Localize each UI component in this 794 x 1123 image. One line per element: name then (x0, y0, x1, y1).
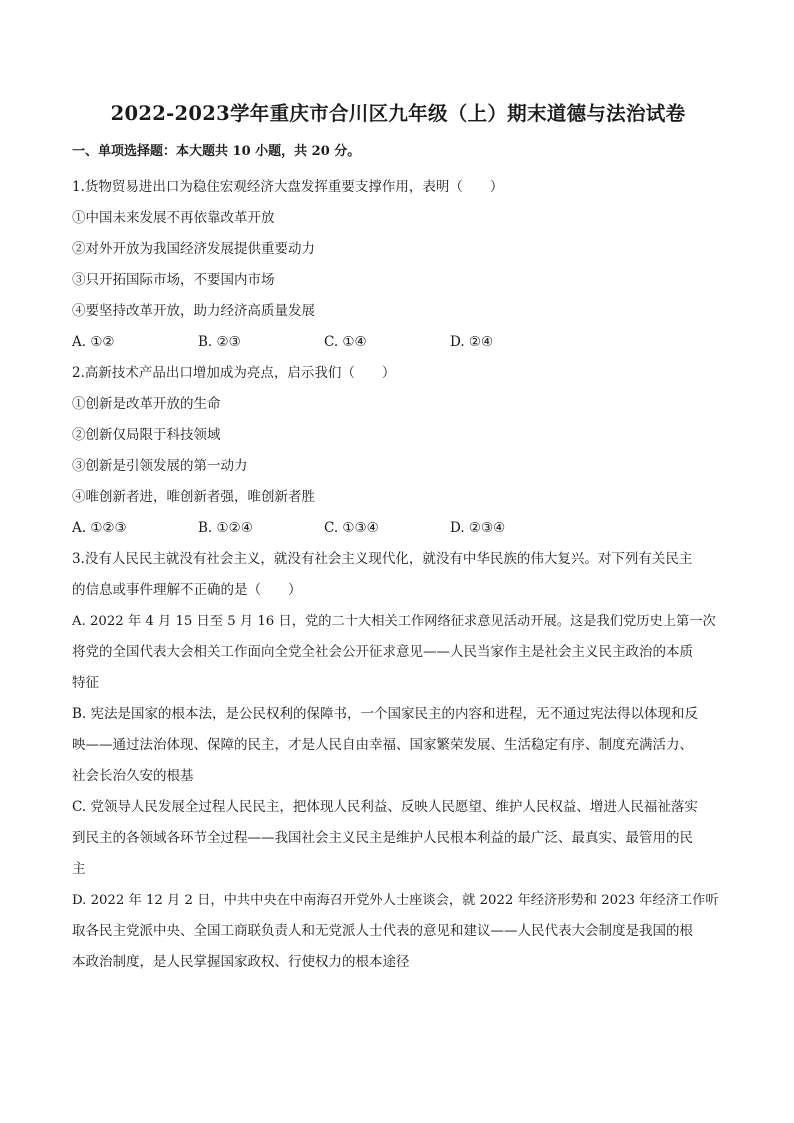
question-stem-line: 3.没有人民民主就没有社会主义，就没有社会主义现代化，就没有中华民族的伟大复兴。对下列有关民主 (72, 551, 693, 567)
question-2 (72, 358, 724, 544)
option-d: D. ②③④ (450, 520, 506, 536)
question-stem: 2.高新技术产品出口增加成为亮点，启示我们（ ） (72, 365, 396, 381)
statement: ④要坚持改革开放，助力经济高质量发展 (72, 303, 315, 319)
choice-line: 将党的全国代表大会相关工作面向全党全社会公开征求意见——人民当家作主是社会主义民主政治的本质 (72, 644, 693, 660)
option-c: C. ①④ (324, 334, 367, 350)
section-header: 一、单项选择题：本大题共 10 小题，共 20 分。 (72, 144, 361, 159)
statement: ①创新是改革开放的生命 (72, 396, 221, 412)
choice-a (72, 606, 724, 699)
option-b: B. ①②④ (198, 520, 253, 536)
statement: ②对外开放为我国经济发展提供重要动力 (72, 241, 315, 257)
choice-line: 本政治制度，是人民掌握国家政权、行使权力的根本途径 (72, 954, 410, 970)
statement: ②创新仅局限于科技领域 (72, 427, 221, 443)
choice-line: B. 宪法是国家的根本法，是公民权利的保障书，一个国家民主的内容和进程，无不通过宪法得以体现和反 (72, 706, 699, 722)
exam-page (72, 100, 724, 978)
question-stem: 1.货物贸易进出口为稳住宏观经济大盘发挥重要支撑作用，表明（ ） (72, 179, 504, 195)
option-d: D. ②④ (450, 334, 494, 350)
choice-line: 映——通过法治体现、保障的民主，才是人民自由幸福、国家繁荣发展、生活稳定有序、制度充满活力、 (72, 737, 693, 753)
choice-line: A. 2022 年 4 月 15 日至 5 月 16 日，党的二十大相关工作网络征求意见活动开展。这是我们党历史上第一次 (72, 614, 716, 629)
choice-line: 主 (72, 861, 86, 877)
question-stem-line: 的信息或事件理解不正确的是（ ） (72, 582, 302, 598)
option-a: A. ①②③ (72, 520, 127, 536)
answer-options (72, 327, 724, 358)
statement: ③创新是引领发展的第一动力 (72, 458, 248, 474)
choice-d (72, 885, 724, 978)
choice-line: 到民主的各领域各环节全过程——我国社会主义民主是维护人民根本利益的最广泛、最真实、最管用的民 (72, 830, 693, 846)
question-1 (72, 172, 724, 358)
choice-line: C. 党领导人民发展全过程人民民主，把体现人民利益、反映人民愿望、维护人民权益、增进人民福祉落实 (72, 799, 698, 815)
statement: ①中国未来发展不再依靠改革开放 (72, 210, 275, 226)
statement: ④唯创新者进，唯创新者强，唯创新者胜 (72, 489, 315, 505)
exam-title: 2022-2023学年重庆市合川区九年级（上）期末道德与法治试卷 (110, 102, 686, 125)
choice-b (72, 699, 724, 792)
choice-line: 特征 (72, 675, 99, 691)
statement: ③只开拓国际市场，不要国内市场 (72, 272, 275, 288)
choice-line: 社会长治久安的根基 (72, 768, 194, 784)
choice-line: D. 2022 年 12 月 2 日，中共中央在中南海召开党外人士座谈会，就 2022 年经济形势和 2023 年经济工作听 (72, 893, 719, 908)
option-b: B. ②③ (198, 334, 241, 350)
option-c: C. ①③④ (324, 520, 379, 536)
answer-options (72, 513, 724, 544)
choice-line: 取各民主党派中央、全国工商联负责人和无党派人士代表的意见和建议——人民代表大会制度是我国的根 (72, 923, 693, 939)
option-a: A. ①② (72, 334, 115, 350)
choice-c (72, 792, 724, 885)
question-3 (72, 544, 724, 978)
